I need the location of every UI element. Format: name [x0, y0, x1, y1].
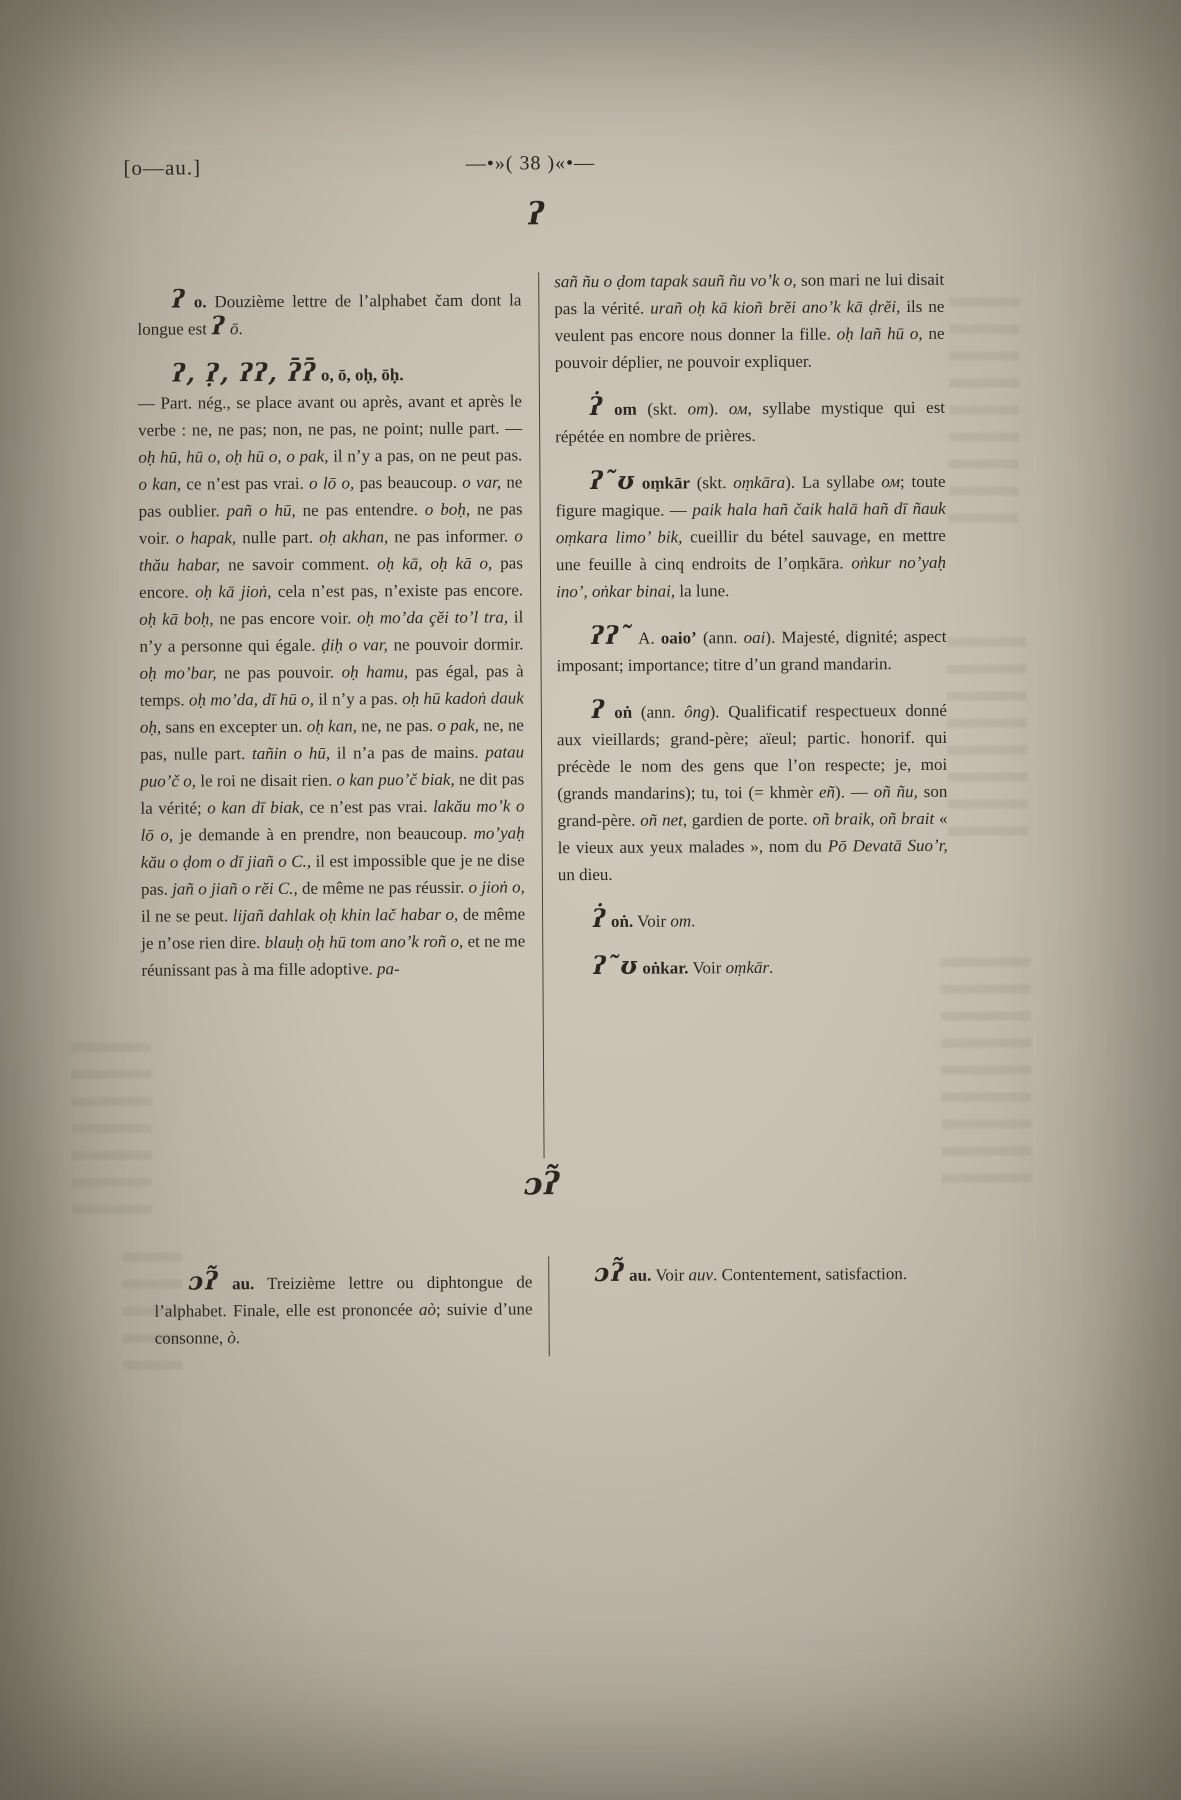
cham-letter-o-glyph: ʔ: [527, 196, 545, 233]
cham-glyph: ʔ̇: [588, 391, 604, 421]
entry-o-forms: ʔ, ʔ̣, ʔʔ, ʔ̄ʔ̄ o, ō, oḥ, ōḥ.: [171, 357, 404, 388]
entry-oaio: ʔʔ˜ A. oaio’ (ann. oai). Majesté, dignité; aspect imposant; importance; titre d’un grand mandarin.: [556, 620, 947, 676]
page-number-ornament: —•»( 38 )«•—: [465, 151, 596, 175]
cham-letter-au-glyph: ɔʔ̃: [523, 1166, 560, 1203]
entry-omkar: ʔ˜ʊ oṃkār (skt. oṃkāra). La syllabe ом; toute figure magique. — paik hala hañ čaik halā hañ dī ñauk oṃkara limo’ bik, cueillir du bétel sauvage, en mettre une feuille à cinq endroits de l’oṃkāra. oṅkur no’yaḥ ino’, oṅkar binai, la lune.: [555, 465, 946, 602]
cham-glyph: ʔ: [171, 284, 186, 314]
entry-on-voir: ʔ̇ oṅ. Voir om.: [592, 903, 696, 933]
cham-glyph: ʔ, ʔ̣, ʔʔ, ʔ̄ʔ̄: [171, 357, 317, 388]
cham-glyph: ʔ˜ʊ: [592, 950, 639, 980]
cham-glyph: ʔʔ˜: [590, 620, 633, 650]
entry-au: ɔʔ̃ au. Treizième lettre ou diphtongue de l’alphabet. Finale, elle est prononcée aò; suivie d’une consonne, ò.: [154, 1266, 533, 1348]
bottom-left-column: [154, 1268, 532, 1351]
entry-o-body-continuation: sañ ñu o ḍom tapak sauñ ñu vo’k o, son mari ne lui disait pas la vérité. urañ oḥ kā kioñ brĕi ano’k kā ḍrĕi, ils ne veulent pas encore nous donner la fille. oḥ lañ hū o, ne pouvoir déplier, ne pouvoir expliquer.: [554, 269, 945, 373]
entry-on: ʔ oṅ (ann. ông). Qualificatif respectueux donné aux vieillards; grand-père; aïeul; partic. honorif. qui précède le nom des gens que l’on respecte; je, moi (grands mandarins); tu, toi (= khmèr eñ). — oñ ñu, son grand-père. oñ net, gardien de porte. oñ braik, oñ brait « le vieux aux yeux malades », nom du Pō Devatā Suo’r, un dieu.: [556, 694, 948, 885]
entry-o-body: — Part. nég., se place avant ou après, avant et après le verbe : ne, ne pas; non, ne pas, ne point; nulle part. — oḥ hū, hū o, oḥ hū o, o pak, il n’y a pas, on ne peut pas. o kan, ce n’est pas vrai. o lō o, pas beaucoup. o var, ne pas oublier. pañ o hū, ne pas entendre. o boḥ, ne pas voir. o hapak, nulle part. oḥ akhan, ne pas informer. o thău habar, ne savoir comment. oḥ kā, oḥ kā o, pas encore. oḥ kā jioṅ, cela n’est pas, n’existe pas encore. oḥ kā boḥ, ne pas encore voir. oḥ mo’da çĕi to’l tra, il n’y a personne qui égale. ḍiḥ o var, ne pouvoir dormir. oḥ mo’bar, ne pas pouvoir. oḥ hamu, pas égal, pas à temps. oḥ mo’da, dī hū o, il n’y a pas. oḥ hū kadoṅ dauk oḥ, sans en excepter un. oḥ kan, ne, ne pas. o pak, ne, ne pas, nulle part. tañin o hū, il n’a pas de mains. patau puo’č o, le roi ne disait rien. o kan puo’č biak, ne dit pas la vérité; o kan dī biak, ce n’est pas vrai. lakău mo’k o lō o, je demande à en prendre, non beaucoup. mo’yaḥ kău o ḍom o dī jiañ o C., il est impossible que je ne dise pas. jañ o jiañ o rĕi C., de même ne pas réussir. o jioṅ o, il ne se peut. lijañ dahlak oḥ khin lač habar o, de même je n’ose rien dire. blauḥ oḥ hū tom ano’k roñ o, et ne me réunissant pas à ma fille adoptive. pa-: [137, 391, 526, 980]
cham-glyph: ʔ: [590, 694, 606, 724]
cham-glyph: ɔʔ̃: [594, 1257, 625, 1287]
entry-o-intro: ʔ o. Douzième lettre de l’alphabet čam dont la longue est ʔ ō.: [137, 284, 522, 341]
ink-bleed-through: [946, 637, 1027, 837]
ink-bleed-through: [949, 297, 1020, 537]
ink-bleed-through: [940, 957, 1031, 1188]
cham-glyph: ʔ̇: [592, 903, 607, 933]
cham-glyph: ɔʔ̃: [188, 1266, 219, 1296]
cham-glyph: ʔ: [211, 311, 226, 341]
running-head-section-range: [o—au.]: [123, 155, 202, 180]
column-divider-rule: [538, 272, 544, 1158]
entry-om: ʔ̇ om (skt. om). ом, syllabe mystique qui est répétée en nombre de prières.: [555, 391, 946, 447]
cham-glyph: ʔ˜ʊ: [589, 465, 636, 495]
right-column: [554, 266, 948, 982]
left-column: [137, 286, 525, 983]
entry-au-voir: ɔʔ̃ au. Voir auv. Contentement, satisfaction.: [594, 1257, 908, 1287]
column-divider-rule-bottom: [548, 1256, 550, 1356]
entry-onkar-voir: ʔ˜ʊ oṅkar. Voir oṃkār.: [592, 950, 774, 980]
ink-bleed-through: [71, 1043, 152, 1223]
bottom-right-column: [560, 1257, 950, 1289]
